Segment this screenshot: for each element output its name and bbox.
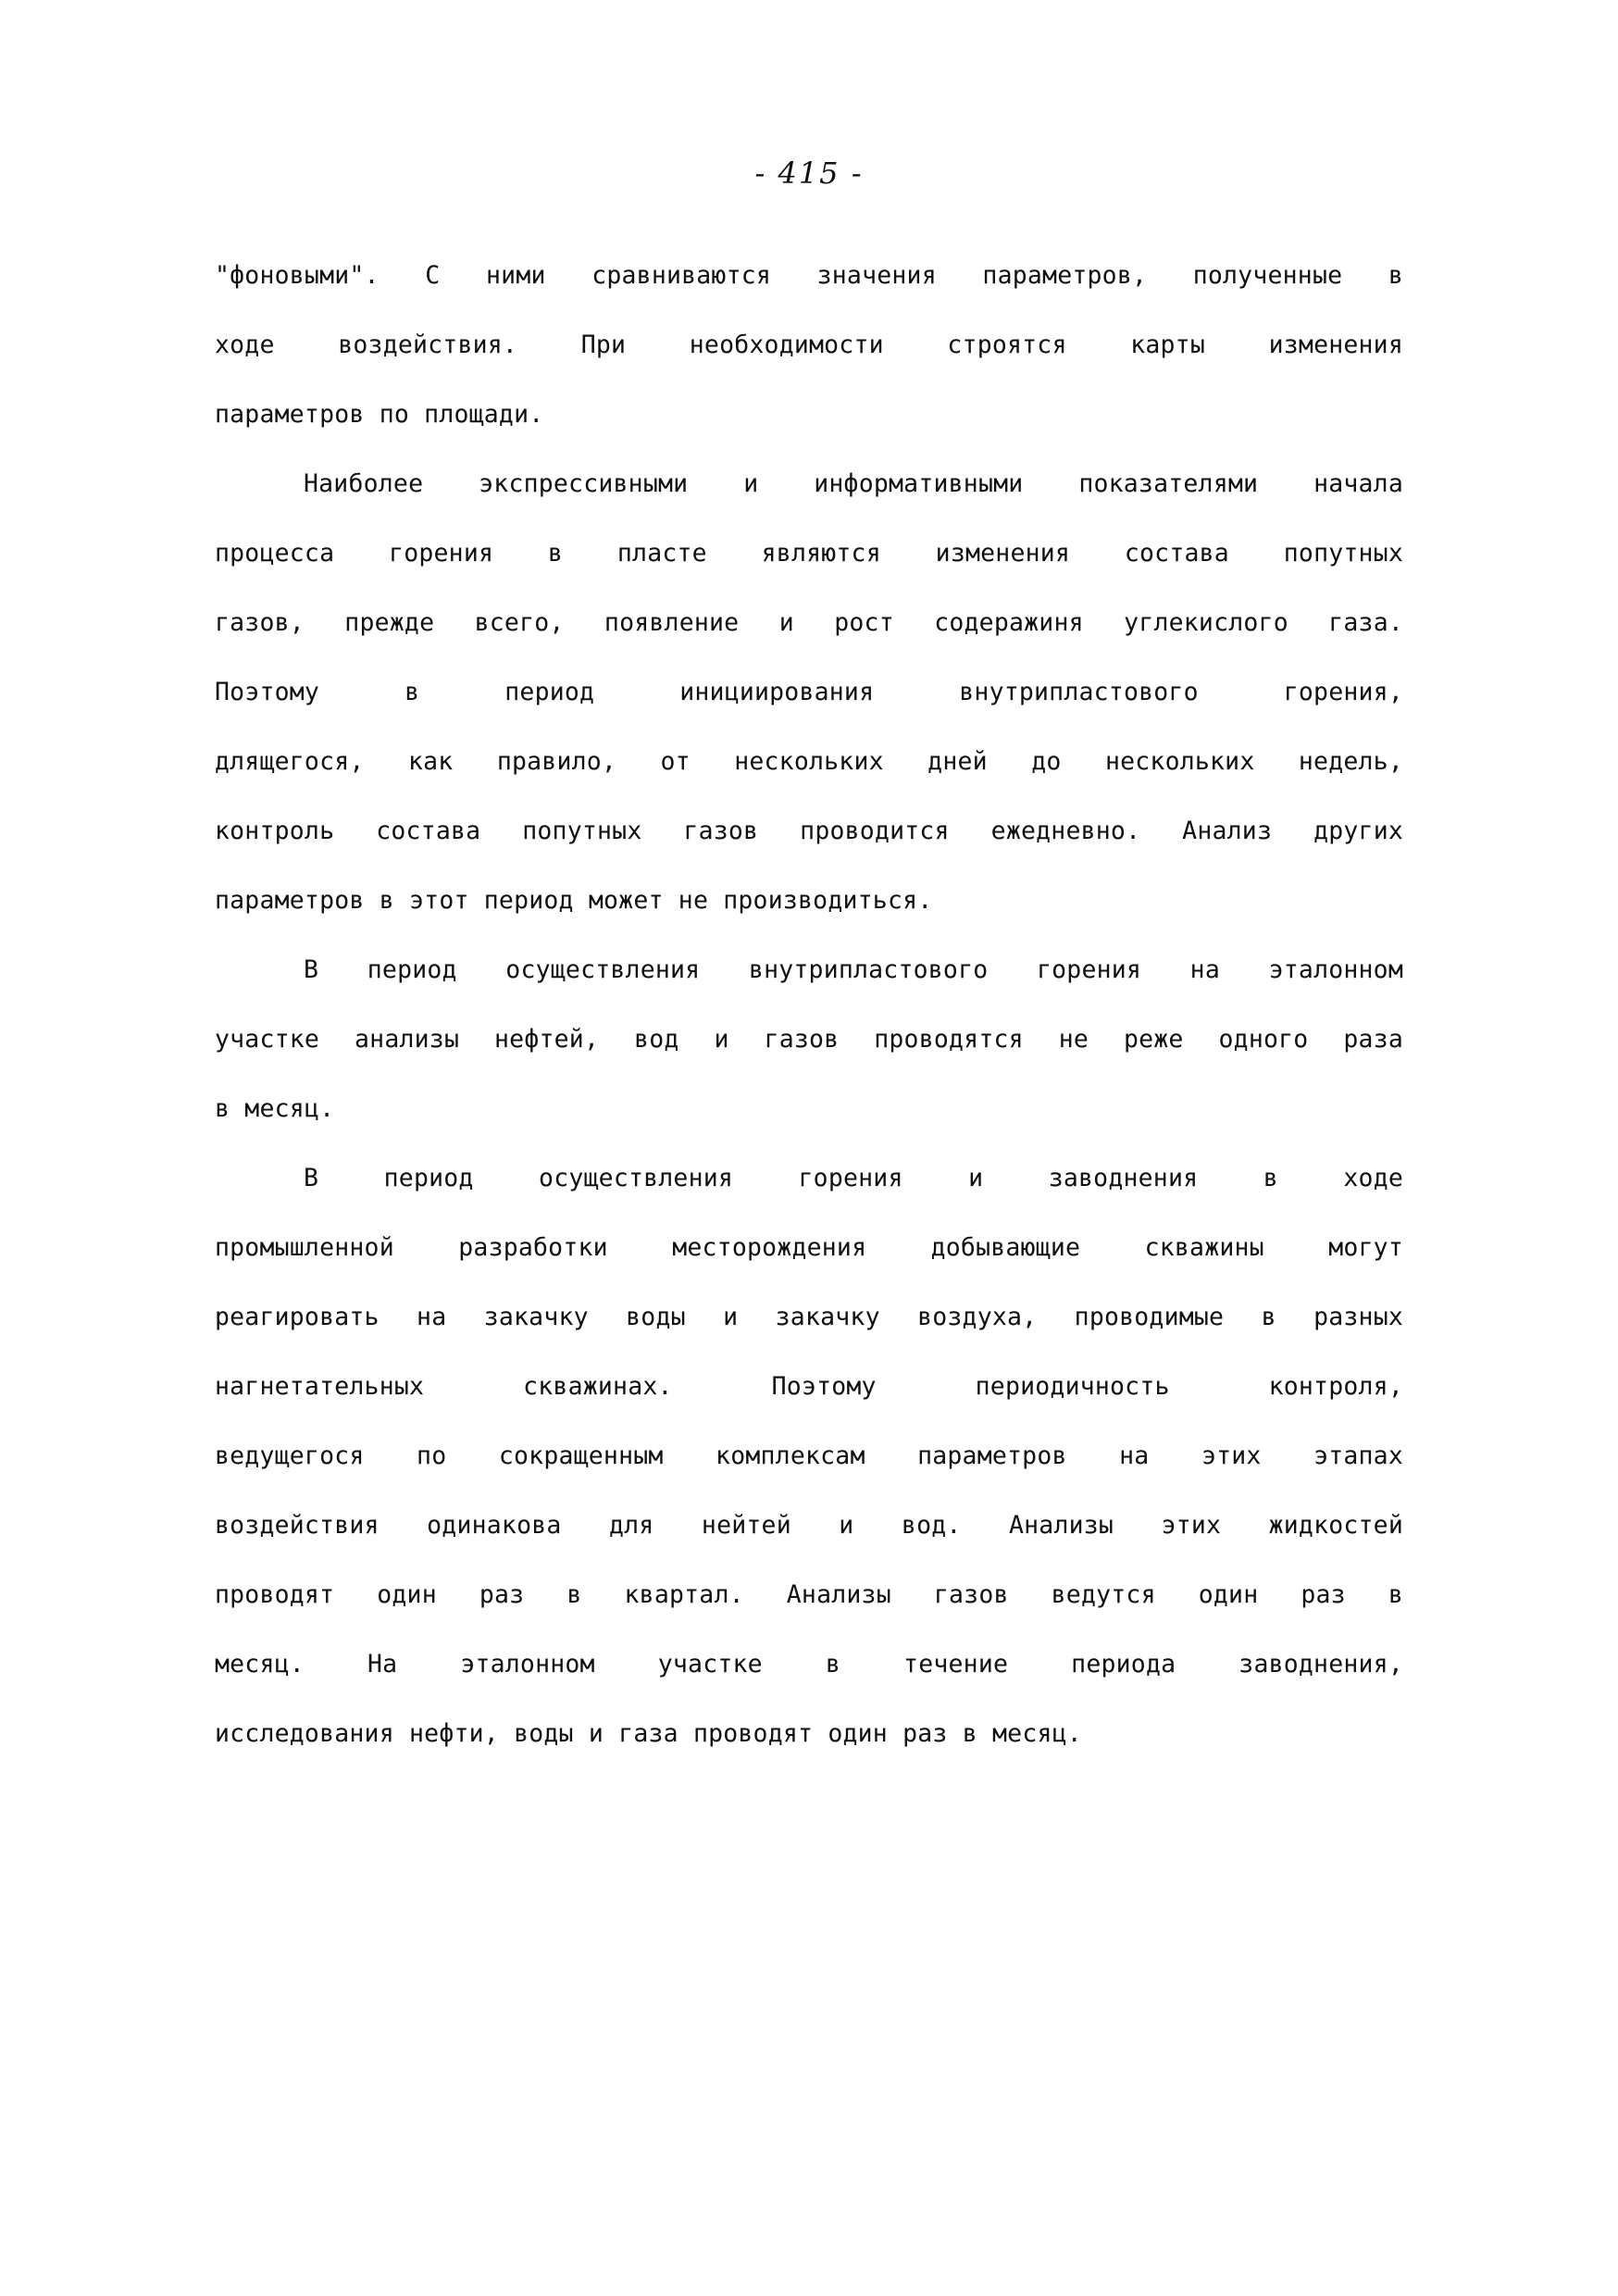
text-line: В период осуществления горения и заводнения в ходе (304, 1164, 1403, 1192)
document-body (215, 257, 1403, 1785)
text-line: исследования нефти, воды и газа проводят один раз в месяц. (215, 1719, 1082, 1748)
text-line: Поэтому в период инициирования внутрипластового горения, (215, 678, 1403, 706)
text-line: ведущегося по сокращенным комплексам параметров на этих этапах (215, 1441, 1403, 1470)
paragraph-4 (215, 1160, 1403, 1785)
paragraph-1 (215, 257, 1403, 466)
text-line: нагнетательных скважинах. Поэтому периодичность контроля, (215, 1372, 1403, 1401)
text-line: промышленной разработки месторождения добывающие скважины могут (215, 1233, 1403, 1262)
text-line: "фоновыми". С ними сравниваются значения параметров, полученные в (215, 261, 1403, 290)
page-number: - 415 - (754, 156, 864, 191)
text-line: участке анализы нефтей, вод и газов проводятся не реже одного раза (215, 1025, 1403, 1054)
paragraph-3 (215, 952, 1403, 1160)
text-line: в месяц. (215, 1094, 335, 1123)
paragraph-2 (215, 466, 1403, 952)
text-line: реагировать на закачку воды и закачку воздуха, проводимые в разных (215, 1303, 1403, 1331)
text-line: месяц. На эталонном участке в течение периода заводнения, (215, 1650, 1403, 1678)
text-line: контроль состава попутных газов проводится ежедневно. Анализ других (215, 817, 1403, 845)
text-line: процесса горения в пласте являются изменения состава попутных (215, 539, 1403, 568)
text-line: воздействия одинакова для нейтей и вод. Анализы этих жидкостей (215, 1511, 1403, 1540)
text-line: проводят один раз в квартал. Анализы газов ведутся один раз в (215, 1580, 1403, 1609)
text-line: параметров по площади. (215, 400, 544, 429)
text-line: газов, прежде всего, появление и рост содеражиня углекислого газа. (215, 608, 1403, 637)
text-line: параметров в этот период может не производиться. (215, 886, 933, 915)
text-line: В период осуществления внутрипластового горения на эталонном (304, 955, 1403, 984)
text-line: Наиболее экспрессивными и информативными показателями начала (304, 469, 1403, 498)
text-line: длящегося, как правило, от нескольких дней до нескольких недель, (215, 747, 1403, 776)
text-line: ходе воздействия. При необходимости строятся карты изменения (215, 331, 1403, 359)
